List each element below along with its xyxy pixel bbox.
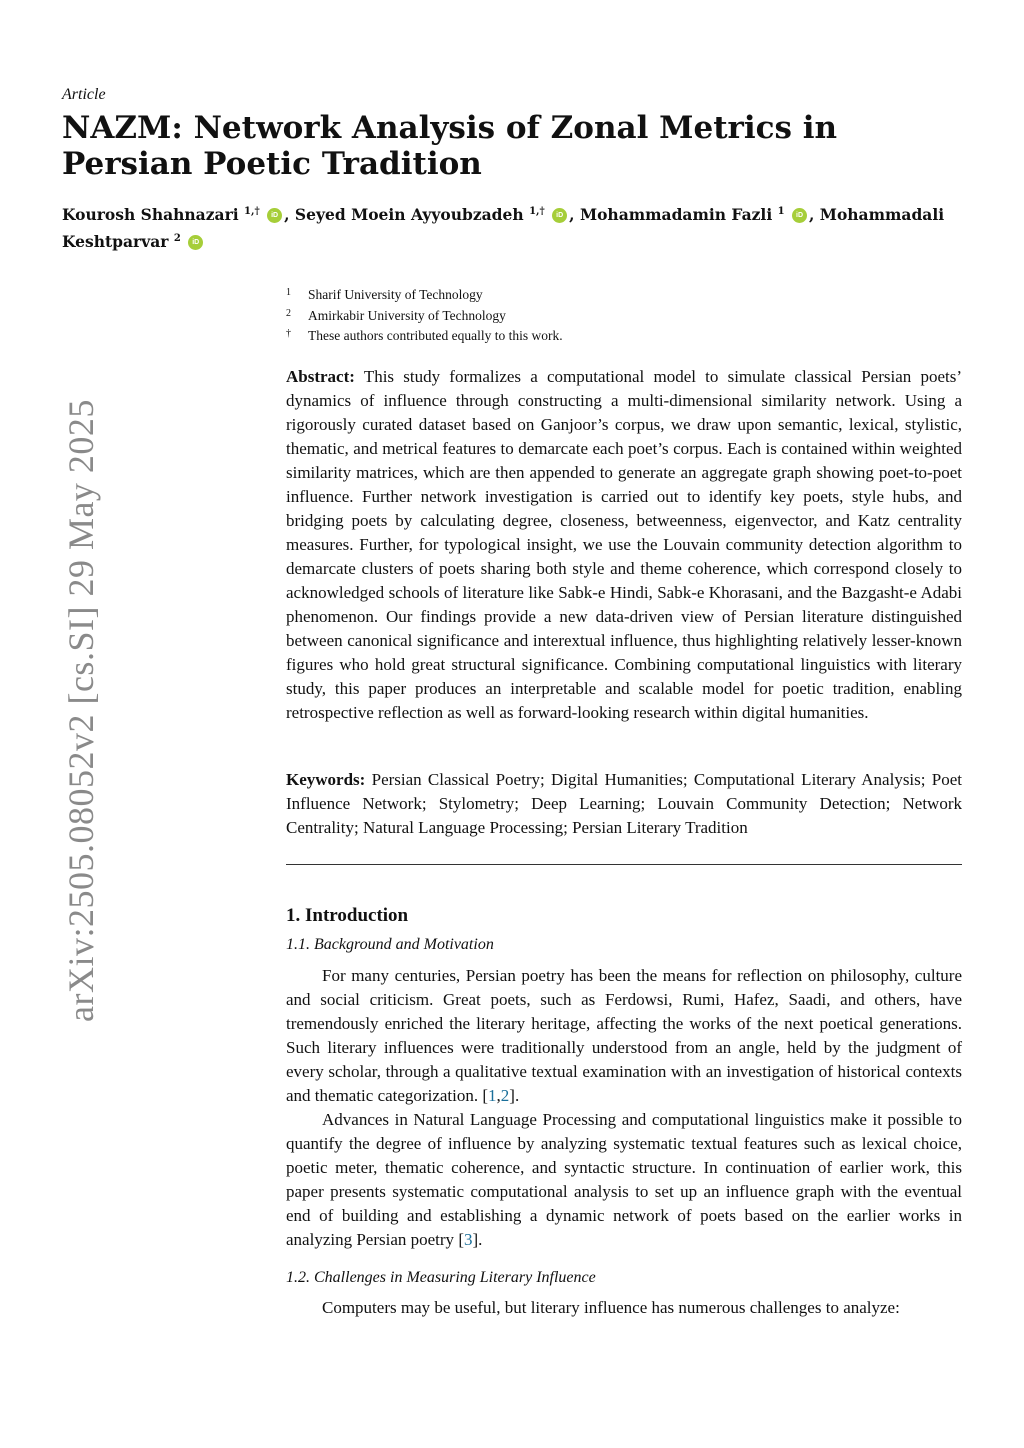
author-affiliation-mark: 1,†	[244, 206, 260, 217]
author-name: Seyed Moein Ayyoubzadeh	[294, 205, 524, 225]
affiliation-item	[286, 325, 563, 346]
author-affiliation-mark: 2	[173, 233, 181, 245]
paragraph-text: Advances in Natural Language Processing and computational linguistics make it possible to quantify the degree of influence by analyzing systematic textual features such as lexical choice, poetic meter, thematic coherence, and syntactic structure. In continuation of earlier work, this paper presents systematic computational analysis to set up an influence graph with the eventual end of building and establishing a dynamic network of poets based on the earlier works in analyzing Persian poetry	[286, 1110, 962, 1249]
section-divider	[286, 864, 962, 865]
affiliation-mark: †	[286, 328, 291, 339]
paragraph: For many centuries, Persian poetry has been the means for reflection on philosophy, culture and social criticism. Great poets, such as Ferdowsi, Rumi, Hafez, Saadi, and others, have tremendously enriched the literary heritage, affecting the works of the next poetical generations. Such literary influences were traditionally understood from an angle, held by the judgment of every scholar, through a qualitative textual examination with an investigation of historical contexts and thematic categorization. [1,2].	[286, 966, 962, 1105]
affiliation-list	[286, 284, 563, 346]
abstract-label: Abstract:	[286, 367, 355, 386]
affiliation-text: These authors contributed equally to this work.	[308, 328, 563, 343]
affiliation-item	[286, 305, 563, 326]
author-name: Kourosh Shahnazari	[62, 205, 239, 225]
author-name: Mohammadali Keshtparvar	[62, 205, 945, 252]
affiliation-mark: 1	[286, 287, 291, 298]
paragraph-text: For many centuries, Persian poetry has been the means for reflection on philosophy, culture and social criticism. Great poets, such as Ferdowsi, Rumi, Hafez, Saadi, and others, have tremendously enriched the literary heritage, affecting the works of the next poetical generations. Such literary influences were traditionally understood from an angle, held by the judgment of every scholar, through a qualitative textual examination with an investigation of historical contexts and thematic categorization.	[286, 966, 962, 1105]
abstract	[286, 365, 962, 725]
keywords-label: Keywords:	[286, 770, 366, 789]
paragraph: Advances in Natural Language Processing and computational linguistics make it possible to quantify the degree of influence by analyzing systematic textual features such as lexical choice, poetic meter, thematic coherence, and syntactic structure. In continuation of earlier work, this paper presents systematic computational analysis to set up an influence graph with the eventual end of building and establishing a dynamic network of poets based on the earlier works in analyzing Persian poetry [3].	[286, 1110, 962, 1249]
author-affiliation-mark: 1	[777, 206, 785, 217]
challenges-body	[286, 1296, 962, 1320]
section-heading-introduction: 1. Introduction	[286, 905, 409, 926]
citation-link[interactable]: 3	[463, 1230, 473, 1249]
affiliation-text: Sharif University of Technology	[308, 287, 483, 302]
orcid-icon[interactable]: iD	[188, 235, 203, 250]
subsection-heading-background: 1.1. Background and Motivation	[286, 936, 494, 953]
affiliation-item	[286, 284, 563, 305]
subsection-heading-challenges: 1.2. Challenges in Measuring Literary Influence	[286, 1269, 596, 1286]
intro-body	[286, 964, 962, 1252]
paragraph-text: Computers may be useful, but literary influence has numerous challenges to analyze:	[322, 1298, 900, 1317]
article-type-label: Article	[62, 86, 106, 103]
paper-title: NAZM: Network Analysis of Zonal Metrics in Persian Poetic Tradition	[62, 110, 838, 182]
orcid-icon[interactable]: iD	[792, 208, 807, 223]
abstract-text: This study formalizes a computational model to simulate classical Persian poets’ dynamics of influence through constructing a multi-dimensional similarity network. Using a rigorously curated dataset based on Ganjoor’s corpus, we draw upon semantic, lexical, stylistic, thematic, and metrical features to demarcate each poet’s corpus. Each is contained within weighted similarity matrices, which are then appended to generate an aggregate graph showing poet-to-poet influence. Further network investigation is carried out to identify key poets, style hubs, and bridging poets by calculating degree, closeness, betweenness, eigenvector, and Katz centrality measures. Further, for typological insight, we use the Louvain community detection algorithm to demarcate clusters of poets sharing both style and theme coherence, which correspond closely to acknowledged schools of literature like Sabk-e Hindi, Sabk-e Khorasani, and the Bazgasht-e Adabi phenomenon. Our findings provide a new data-driven view of Persian literature distinguished between canonical significance and interextual influence, thus highlighting relatively lesser-known figures who hold great structural significance. Combining computational linguistics with literary study, this paper produces an interpretable and scalable model for poetic tradition, enabling retrospective reflection as well as forward-looking research within digital humanities.	[286, 367, 962, 722]
orcid-icon[interactable]: iD	[552, 208, 567, 223]
affiliation-text: Amirkabir University of Technology	[308, 307, 506, 323]
orcid-icon[interactable]: iD	[267, 208, 282, 223]
arxiv-identifier: arXiv:2505.08052v2 [cs.SI] 29 May 2025	[61, 399, 101, 1022]
affiliation-mark: 2	[286, 307, 291, 319]
author-list: Kourosh Shahnazari $^{1,\dagger}$ iD , Seyed Moein Ayyoubzadeh $^{1,\dagger}$ iD , Mohammadamin Fazli $^1$ iD , Mohammadali Keshtparvar $^2$ iD	[62, 205, 945, 252]
author-name: Mohammadamin Fazli	[579, 205, 773, 225]
paragraph	[286, 1296, 962, 1320]
keywords	[286, 768, 962, 840]
author-affiliation-mark: 1,†	[529, 206, 545, 217]
keywords-text: Persian Classical Poetry; Digital Humanities; Computational Literary Analysis; Poet Influence Network; Stylometry; Deep Learning; Louvain Community Detection; Network Centrality; Natural Language Processing; Persian Literary Tradition	[286, 770, 962, 837]
citation-link[interactable]: 1	[488, 1086, 497, 1105]
citation-link[interactable]: 2	[500, 1086, 510, 1105]
